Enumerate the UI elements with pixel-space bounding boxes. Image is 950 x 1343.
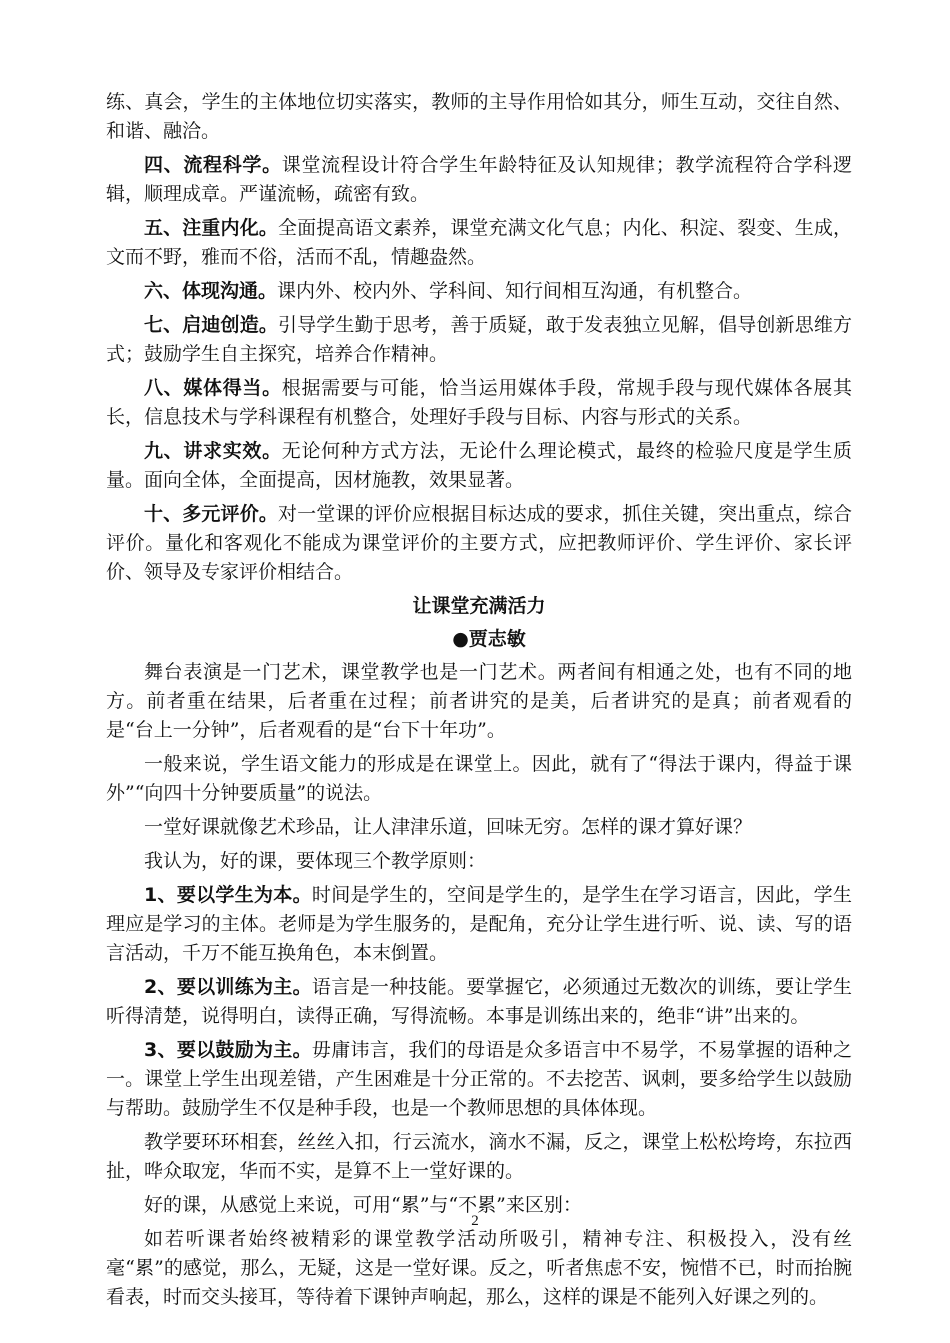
rule-text: 毋庸讳言，我们的母语是众多语言中不易学，不易掌握的语种之一。课堂上学生出现差错，产生困难是十分正常的。不去挖苦、讽刺，要多给学生以鼓励与帮助。鼓励学生不仅是种手段，也是一个教师思想的具体体现。 bbox=[106, 1039, 852, 1119]
document-page bbox=[106, 88, 852, 1317]
rule-heading: 1、要以学生为本。 bbox=[144, 884, 312, 906]
principle-7 bbox=[106, 311, 852, 369]
principle-text: 引导学生勤于思考，善于质疑，敢于发表独立见解，倡导创新思维方式；鼓励学生自主探究，培养合作精神。 bbox=[106, 314, 852, 365]
continuation-paragraph: 练、真会，学生的主体地位切实落实，教师的主导作用恰如其分，师生互动，交往自然、和谐、融洽。 bbox=[106, 91, 852, 142]
principle-8 bbox=[106, 374, 852, 432]
intro-paragraph: 舞台表演是一门艺术，课堂教学也是一门艺术。两者间有相通之处，也有不同的地方。前者重在结果，后者重在过程；前者讲究的是美，后者讲究的是真；前者观看的是“台上一分钟”，后者观看的是“台下十年功”。 bbox=[106, 661, 852, 741]
principle-text: 根据需要与可能，恰当运用媒体手段，常规手段与现代媒体各展其长，信息技术与学科课程有机整合，处理好手段与目标、内容与形式的关系。 bbox=[106, 377, 852, 428]
principle-9 bbox=[106, 437, 852, 495]
article-author: ●贾志敏 bbox=[452, 628, 526, 650]
principle-heading: 五、注重内化。 bbox=[144, 217, 278, 239]
principle-heading: 四、流程科学。 bbox=[144, 154, 282, 176]
principle-text: 课内外、校内外、学科间、知行间相互沟通，有机整合。 bbox=[277, 280, 753, 302]
intro-paragraph: 一般来说，学生语文能力的形成是在课堂上。因此，就有了“得法于课内，得益于课外”“向四十分钟要质量”的说法。 bbox=[106, 753, 852, 804]
intro-paragraph: 一堂好课就像艺术珍品，让人津津乐道，回味无穷。怎样的课才算好课？ bbox=[144, 816, 753, 838]
principle-6 bbox=[106, 277, 852, 306]
principle-heading: 八、媒体得当。 bbox=[144, 377, 282, 399]
principle-heading: 七、启迪创造。 bbox=[144, 314, 278, 336]
principle-4 bbox=[106, 151, 852, 209]
rule-heading: 2、要以训练为主。 bbox=[144, 976, 312, 998]
rule-1 bbox=[106, 881, 852, 968]
principle-heading: 九、讲求实效。 bbox=[144, 440, 282, 462]
principle-text: 无论何种方式方法，无论什么理论模式，最终的检验尺度是学生质量。面向全体，全面提高，因材施教，效果显著。 bbox=[106, 440, 852, 491]
principle-text: 课堂流程设计符合学生年龄特征及认知规律；教学流程符合学科逻辑，顺理成章。严谨流畅，疏密有致。 bbox=[106, 154, 852, 205]
principle-10 bbox=[106, 500, 852, 587]
article-title: 让课堂充满活力 bbox=[412, 595, 546, 617]
page-number: 2 bbox=[471, 1213, 479, 1229]
outro-paragraph: 教学要环环相套，丝丝入扣，行云流水，滴水不漏，反之，课堂上松松垮垮，东拉西扯，哗众取宠，华而不实，是算不上一堂好课的。 bbox=[106, 1131, 852, 1182]
rule-text: 语言是一种技能。要掌握它，必须通过无数次的训练，要让学生听得清楚，说得明白，读得正确，写得流畅。本事是训练出来的，绝非“讲”出来的。 bbox=[106, 976, 852, 1027]
principle-heading: 六、体现沟通。 bbox=[144, 280, 278, 302]
outro-paragraph: 好的课，从感觉上来说，可用“累”与“不累”来区别： bbox=[144, 1194, 582, 1216]
rule-3 bbox=[106, 1036, 852, 1123]
rule-text: 时间是学生的，空间是学生的，是学生在学习语言，因此，学生理应是学习的主体。老师是为学生服务的，是配角，充分让学生进行听、说、读、写的语言活动，千万不能互换角色，本末倒置。 bbox=[106, 884, 852, 964]
principle-text: 对一堂课的评价应根据目标达成的要求，抓住关键，突出重点，综合评价。量化和客观化不能成为课堂评价的主要方式，应把教师评价、学生评价、家长评价、领导及专家评价相结合。 bbox=[106, 503, 852, 583]
principle-5 bbox=[106, 214, 852, 272]
principle-heading: 十、多元评价。 bbox=[144, 503, 278, 525]
outro-paragraph: 如若听课者始终被精彩的课堂教学活动所吸引，精神专注、积极投入，没有丝毫“累”的感觉，那么，无疑，这是一堂好课。反之，听者焦虑不安，惋惜不已，时而抬腕看表，时而交头接耳，等待着下课钟声响起，那么，这样的课是不能列入好课之列的。 bbox=[106, 1228, 852, 1308]
principle-text: 全面提高语文素养，课堂充满文化气息；内化、积淀、裂变、生成，文而不野，雅而不俗，活而不乱，情趣盎然。 bbox=[106, 217, 852, 268]
rule-heading: 3、要以鼓励为主。 bbox=[144, 1039, 312, 1061]
intro-paragraph: 我认为，好的课，要体现三个教学原则： bbox=[144, 850, 487, 872]
rule-2 bbox=[106, 973, 852, 1031]
